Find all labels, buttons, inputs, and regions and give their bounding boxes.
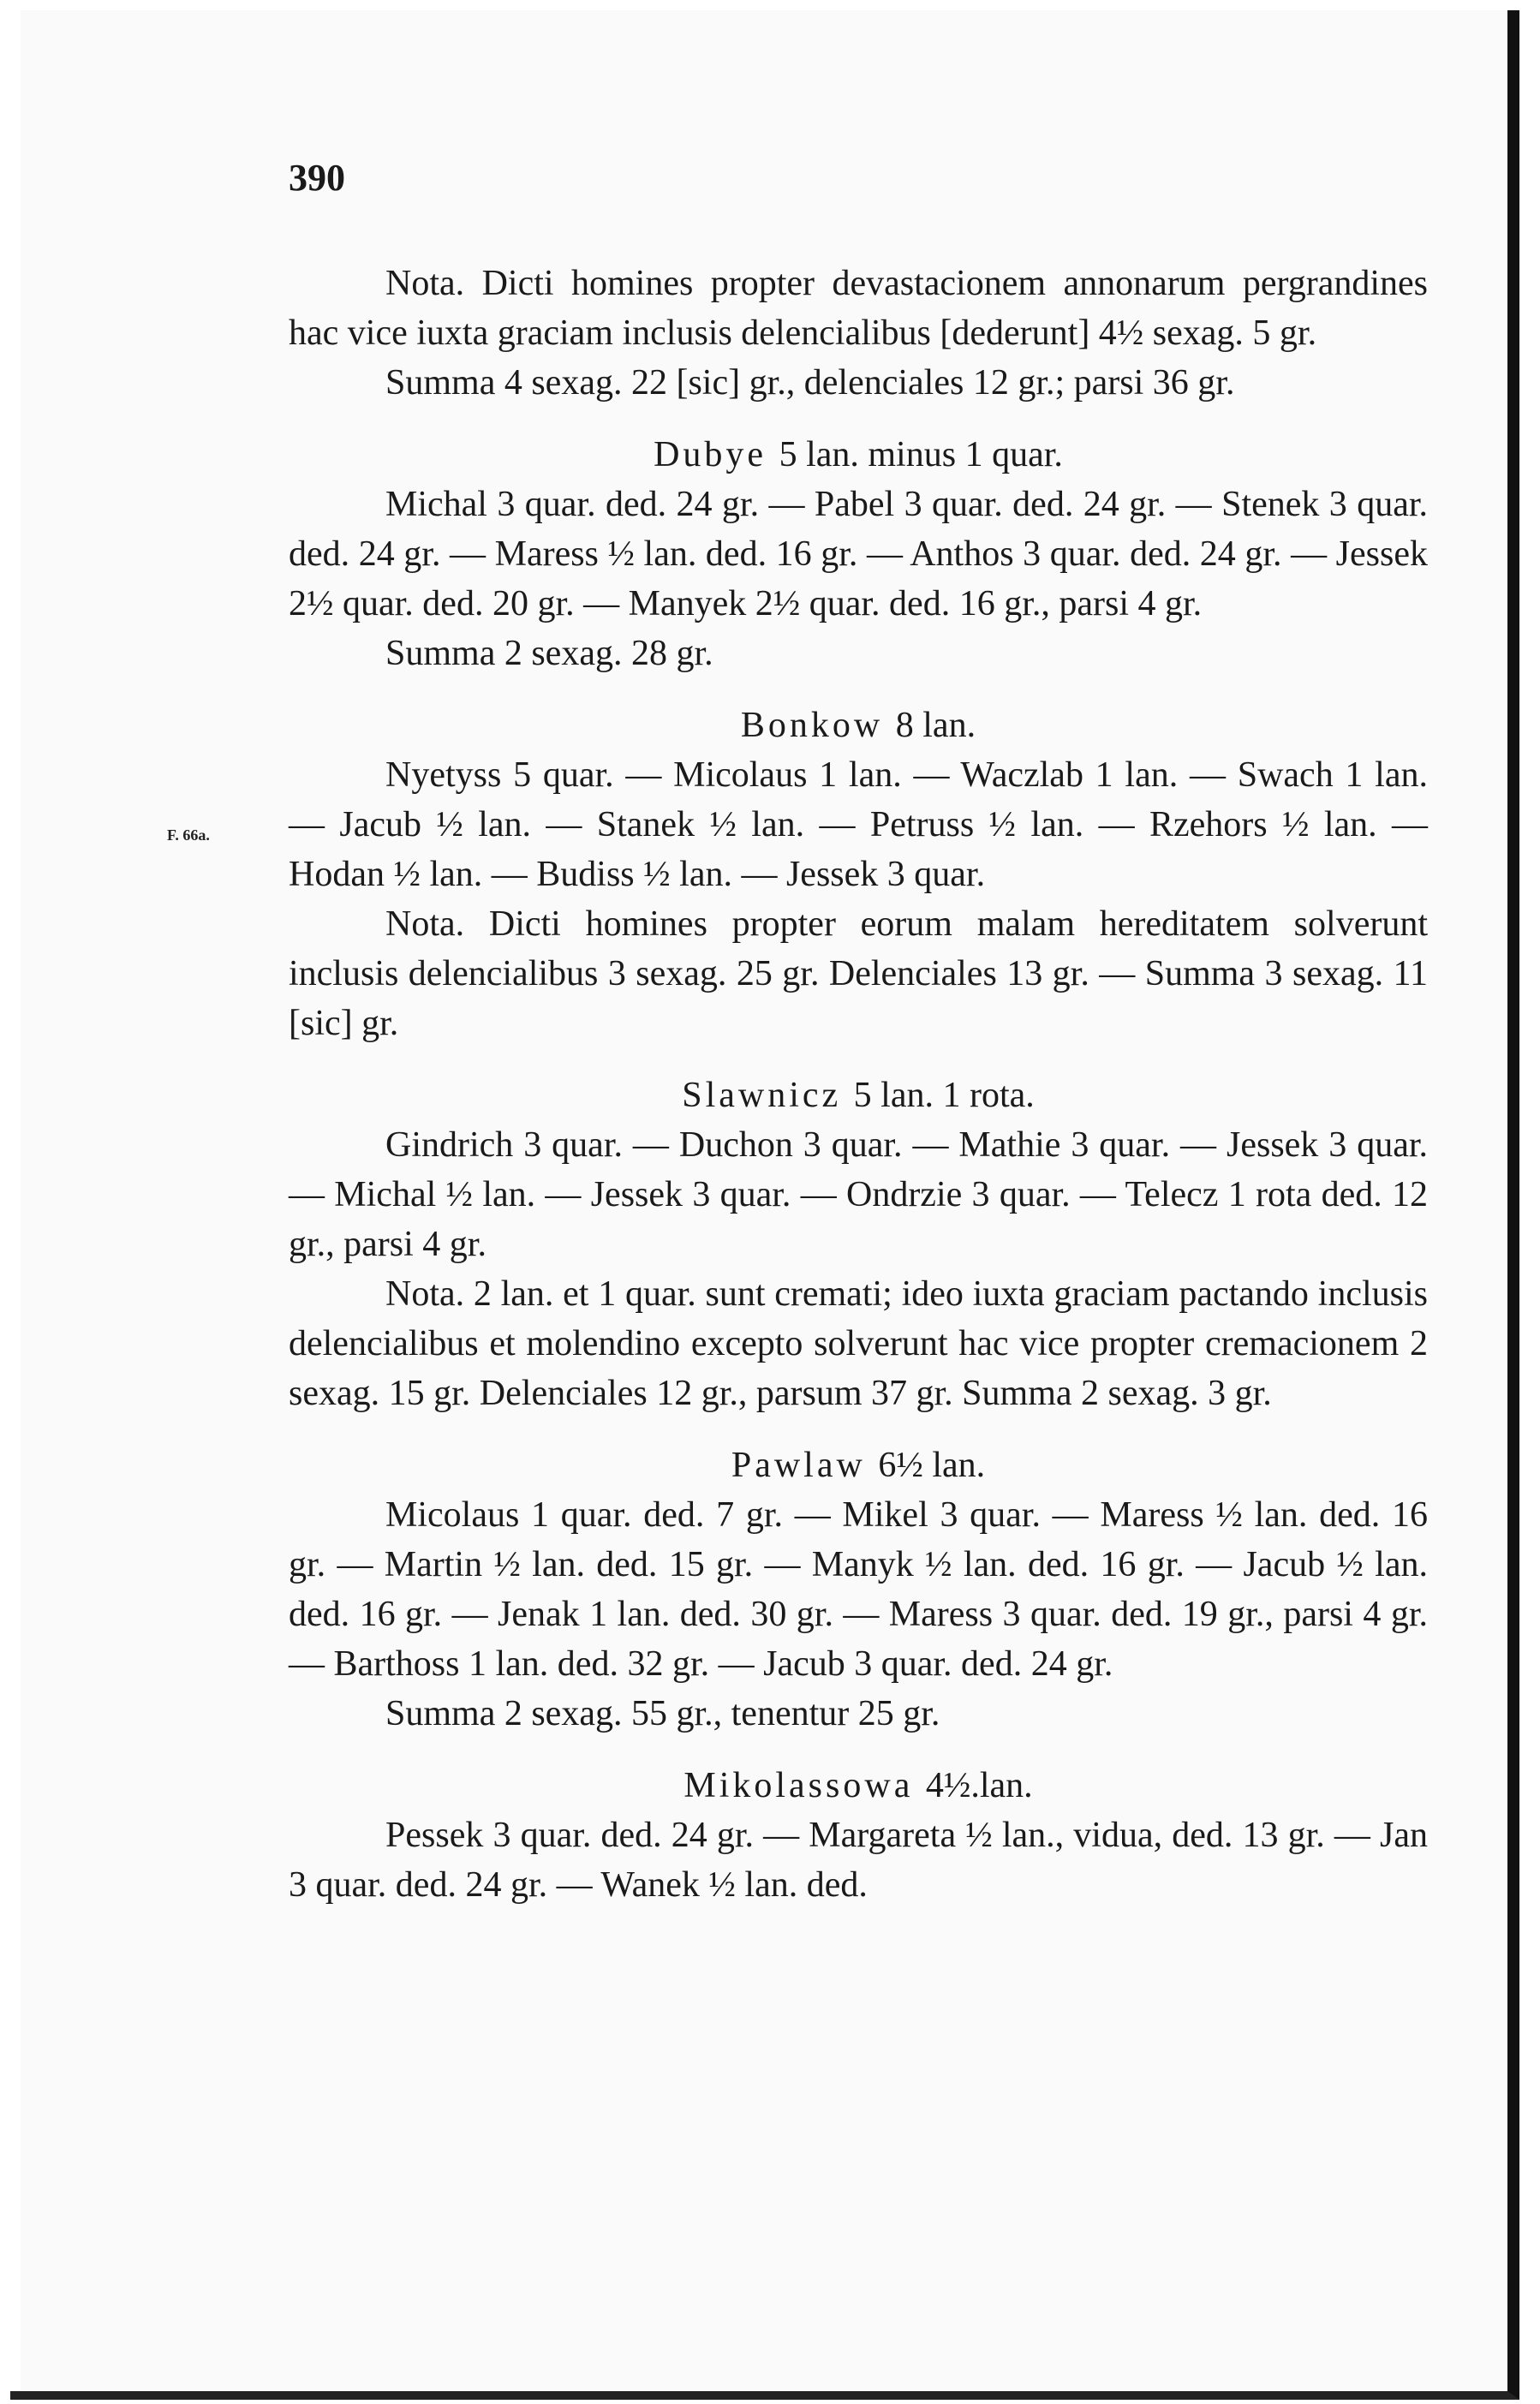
- dubye-name: Dubye: [654, 435, 767, 474]
- pawlaw-measure: 6½ lan.: [878, 1446, 986, 1485]
- bonkow-name: Bonkow: [740, 706, 884, 745]
- pawlaw-name: Pawlaw: [731, 1446, 866, 1485]
- mikolassowa-name: Mikolassowa: [683, 1766, 914, 1805]
- mikolassowa-measure: 4½.lan.: [925, 1766, 1033, 1805]
- folio-margin-note: F. 66a.: [167, 826, 210, 844]
- pawlaw-entries: Micolaus 1 quar. ded. 7 gr. — Mikel 3 quar. — Maress ½ lan. ded. 16 gr. — Martin ½ lan. ded. 15 gr. — Manyk ½ lan. ded. 16 gr. — Jacub ½ lan. ded. 16 gr. — Jenak 1 lan. ded. 30 gr. — Maress 3 quar. ded. 19 gr., parsi 4 gr. — Barthoss 1 lan. ded. 32 gr. — Jacub 3 quar. ded. 24 gr.: [289, 1495, 1428, 1684]
- book-page: [10, 10, 1519, 2400]
- main-text: [289, 259, 1428, 1910]
- intro-nota: Nota. Dicti homines propter devastacionem annonarum pergrandines hac vice iuxta graciam inclusis delencialibus [dederunt] 4½ sexag. 5 gr.: [289, 264, 1428, 353]
- mikolassowa-entries: Pessek 3 quar. ded. 24 gr. — Margareta ½ lan., vidua, ded. 13 gr. — Jan 3 quar. ded. 24 gr. — Wanek ½ lan. ded.: [289, 1816, 1428, 1905]
- intro-summa: Summa 4 sexag. 22 [sic] gr., delenciales 12 gr.; parsi 36 gr.: [385, 363, 1235, 403]
- pawlaw-heading: [289, 1441, 1428, 1490]
- bonkow-heading: [289, 701, 1428, 750]
- bonkow-measure: 8 lan.: [895, 706, 976, 745]
- dubye-entries: Michal 3 quar. ded. 24 gr. — Pabel 3 quar. ded. 24 gr. — Stenek 3 quar. ded. 24 gr. — Maress ½ lan. ded. 16 gr. — Anthos 3 quar. ded. 24 gr. — Jessek 2½ quar. ded. 20 gr. — Manyek 2½ quar. ded. 16 gr., parsi 4 gr.: [289, 485, 1428, 623]
- bonkow-entries: Nyetyss 5 quar. — Micolaus 1 lan. — Waczlab 1 lan. — Swach 1 lan. — Jacub ½ lan. — Stanek ½ lan. — Petruss ½ lan. — Rzehors ½ lan. — Hodan ½ lan. — Budiss ½ lan. — Jessek 3 quar.: [289, 755, 1428, 894]
- slawnicz-name: Slawnicz: [682, 1076, 842, 1115]
- bonkow-nota: Nota. Dicti homines propter eorum malam hereditatem solverunt inclusis delencialibus 3 sexag. 25 gr. Delenciales 13 gr. — Summa 3 sexag. 11 [sic] gr.: [289, 904, 1428, 1043]
- slawnicz-nota: Nota. 2 lan. et 1 quar. sunt cremati; ideo iuxta graciam pactando inclusis delencialibus et molendino excepto solverunt hac vice propter cremacionem 2 sexag. 15 gr. Delenciales 12 gr., parsum 37 gr. Summa 2 sexag. 3 gr.: [289, 1274, 1428, 1413]
- slawnicz-heading: [289, 1071, 1428, 1120]
- dubye-heading: [289, 430, 1428, 480]
- slawnicz-measure: 5 lan. 1 rota.: [853, 1076, 1035, 1115]
- slawnicz-entries: Gindrich 3 quar. — Duchon 3 quar. — Mathie 3 quar. — Jessek 3 quar. — Michal ½ lan. — Jessek 3 quar. — Ondrzie 3 quar. — Telecz 1 rota ded. 12 gr., parsi 4 gr.: [289, 1125, 1428, 1264]
- page-edge: [10, 10, 21, 2391]
- pawlaw-summa: Summa 2 sexag. 55 gr., tenentur 25 gr.: [385, 1694, 940, 1733]
- mikolassowa-heading: [289, 1761, 1428, 1810]
- dubye-measure: 5 lan. minus 1 quar.: [779, 435, 1063, 474]
- page-number: 390: [289, 157, 345, 199]
- dubye-summa: Summa 2 sexag. 28 gr.: [385, 634, 713, 673]
